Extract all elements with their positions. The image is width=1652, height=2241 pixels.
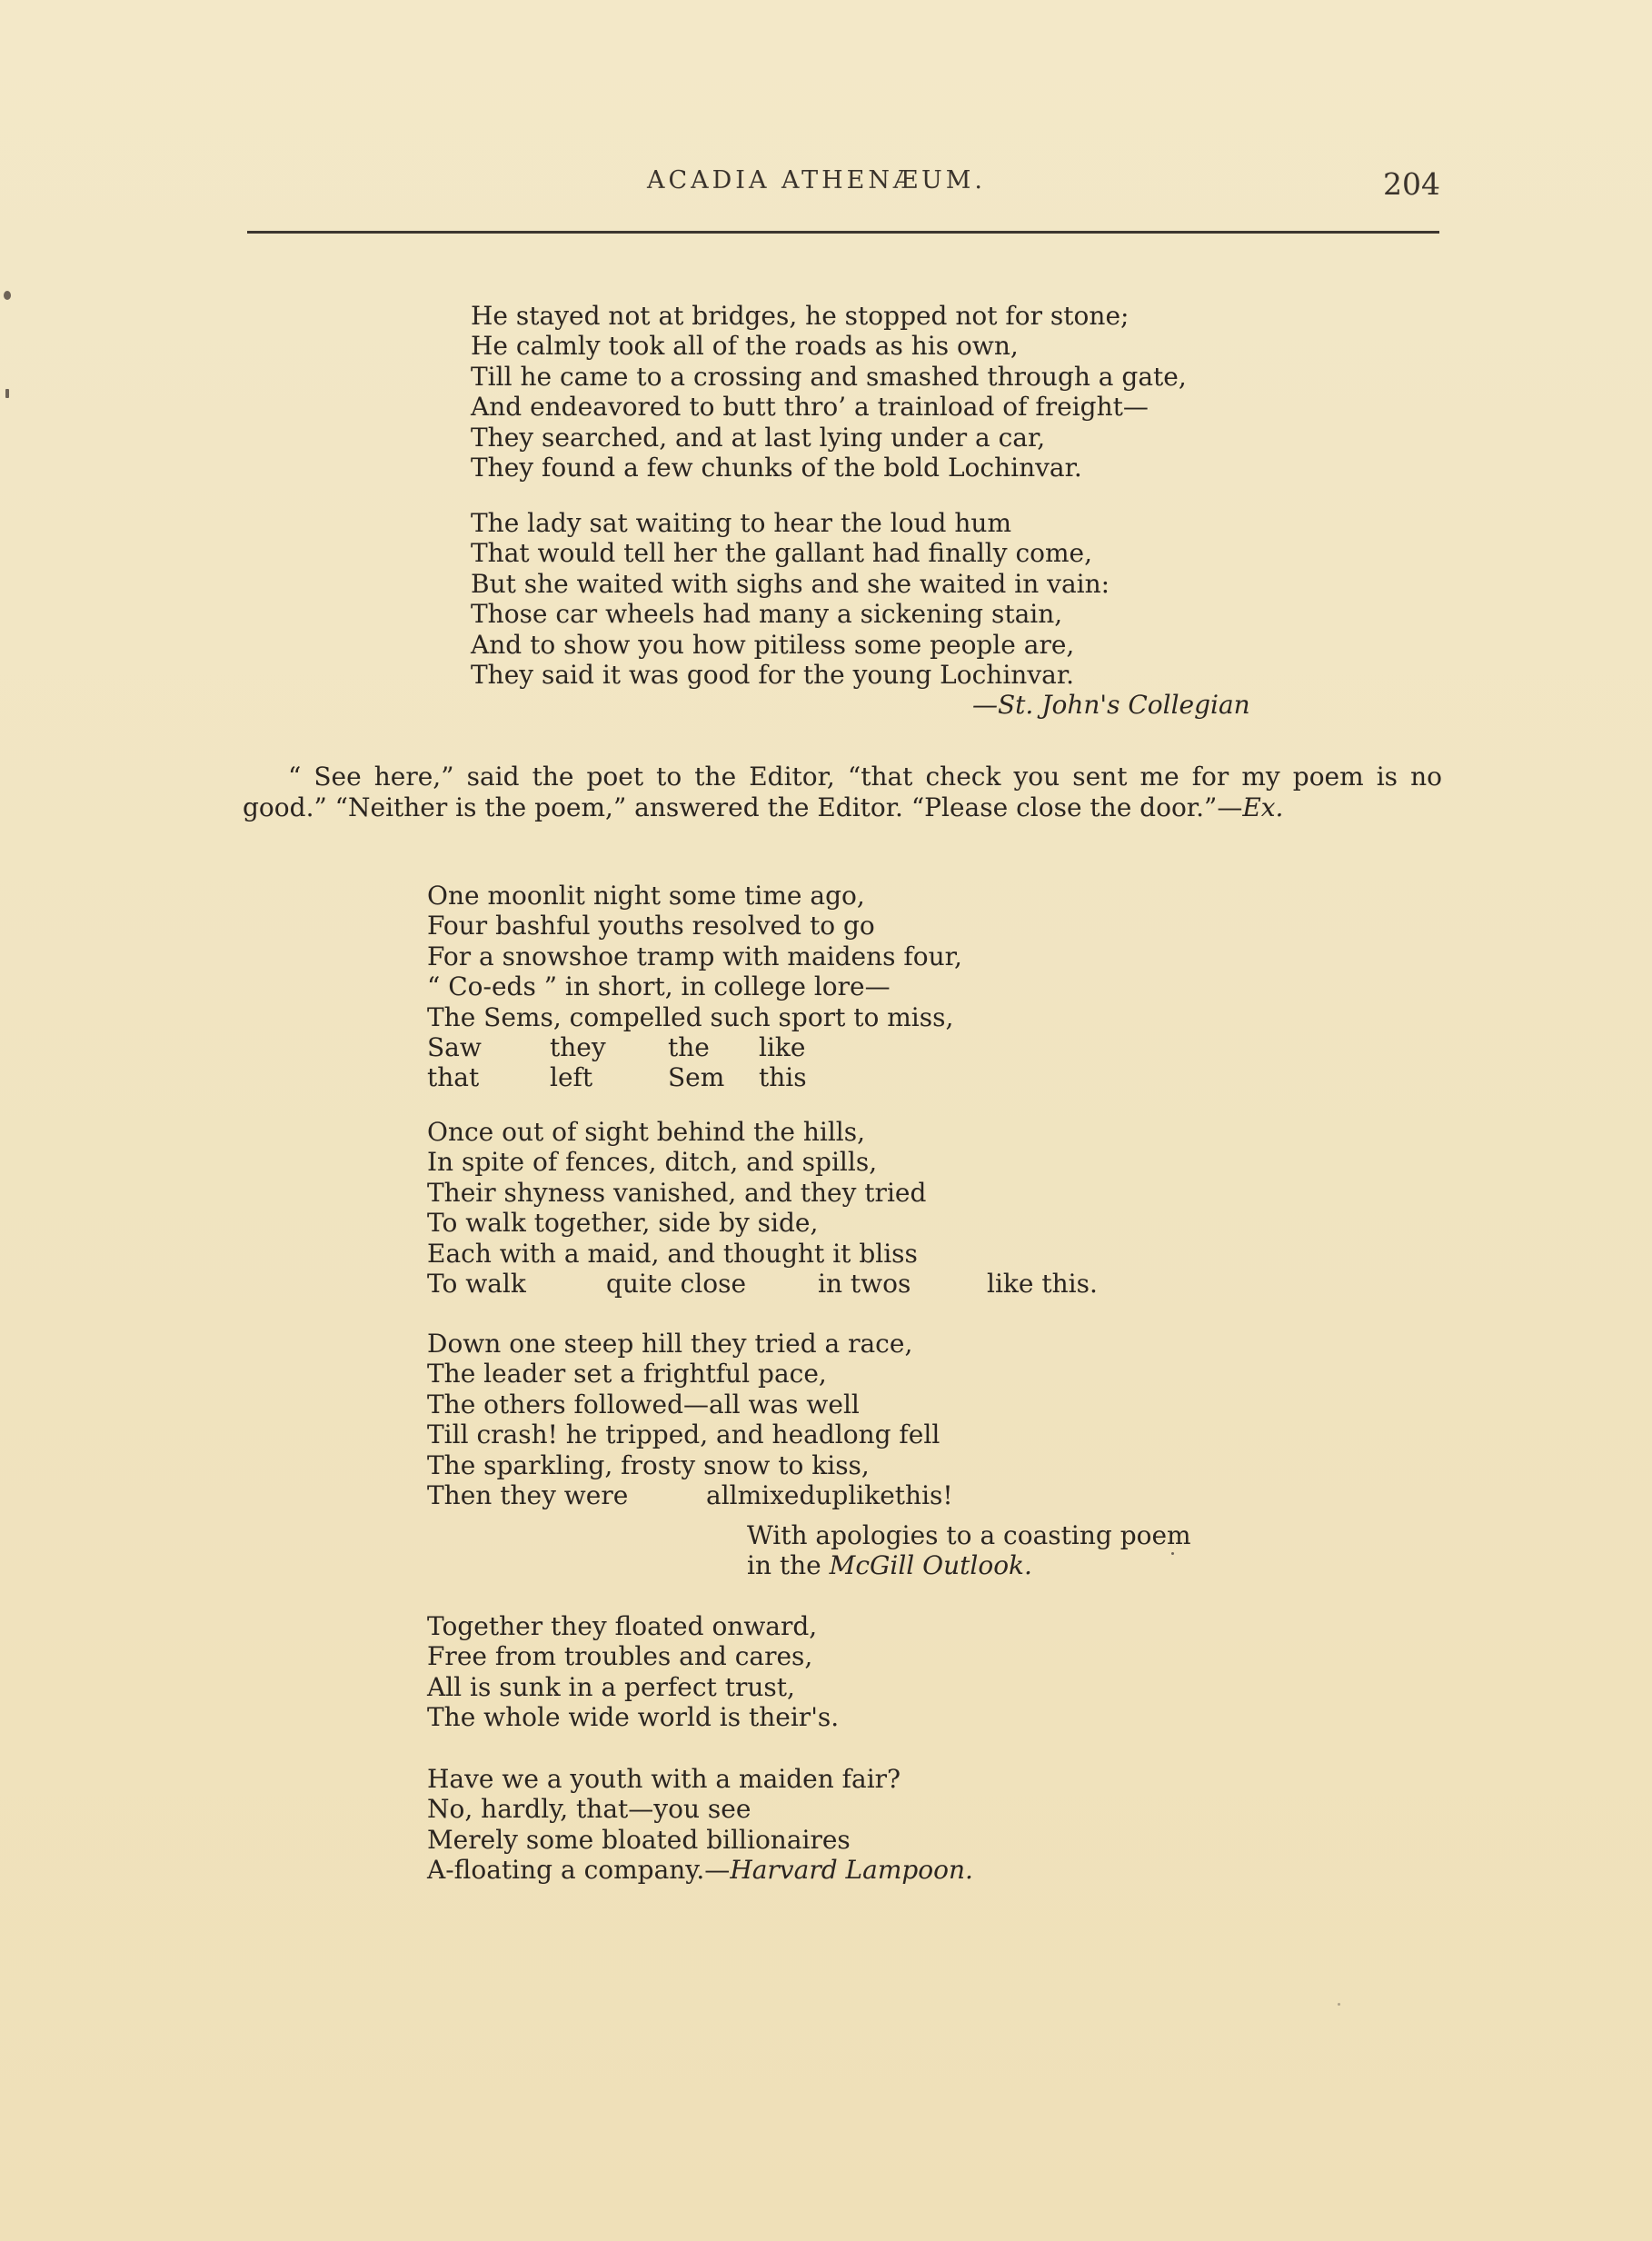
poem-word: this bbox=[759, 1062, 807, 1093]
poem-line: The leader set a frightful pace, bbox=[427, 1359, 827, 1389]
poem-line: Have we a youth with a maiden fair? bbox=[427, 1764, 901, 1794]
poem-line: Once out of sight behind the hills, bbox=[427, 1117, 866, 1147]
poem-stanza-5 bbox=[427, 1329, 953, 1510]
attribution-prefix: in the bbox=[747, 1550, 830, 1581]
poem-line: The sparkling, frosty snow to kiss, bbox=[427, 1449, 870, 1480]
poem-line: To walk together, side by side, bbox=[427, 1208, 819, 1239]
poem-word: Then they were bbox=[427, 1479, 629, 1510]
poem-line: That would tell her the gallant had finally come, bbox=[471, 538, 1093, 569]
poem-word: To walk bbox=[427, 1268, 526, 1299]
poem-line: Each with a maid, and thought it bliss bbox=[427, 1238, 918, 1269]
poem-line: But she waited with sighs and she waited in vain: bbox=[471, 568, 1110, 599]
poem-line: Their shyness vanished, and they tried bbox=[427, 1177, 927, 1208]
poem-word: that bbox=[427, 1062, 480, 1093]
poem-line: Together they floated onward, bbox=[427, 1611, 818, 1641]
poem-word: in twos bbox=[818, 1268, 911, 1299]
poem-line: The others followed—all was well bbox=[427, 1389, 860, 1419]
poem-line: They found a few chunks of the bold Lochinvar. bbox=[471, 452, 1082, 483]
poem-line-spaced bbox=[427, 1480, 953, 1510]
poem-line: Merely some bloated billionaires bbox=[427, 1824, 851, 1855]
poem-line: All is sunk in a perfect trust, bbox=[427, 1671, 795, 1702]
poem-line: For a snowshoe tramp with maidens four, bbox=[427, 941, 962, 971]
poem-word: like bbox=[759, 1031, 806, 1062]
poem-stanza-2 bbox=[471, 508, 1110, 690]
poem-line-spaced bbox=[427, 1269, 1098, 1299]
attribution-source: McGill Outlook. bbox=[829, 1550, 1032, 1581]
poem-word: left bbox=[550, 1062, 593, 1093]
poem-stanza-7 bbox=[427, 1764, 973, 1886]
poem-word: Sem bbox=[668, 1062, 725, 1093]
prose-text: “ See here,” said the poet to the Editor, “that check you sent me for my poem is no good.” “Neither is the poem,” answered the Editor. “Please close the door.”— bbox=[243, 762, 1442, 822]
ink-speck bbox=[4, 291, 11, 300]
poem-line: The Sems, compelled such sport to miss, bbox=[427, 1001, 954, 1032]
poem-line: In spite of fences, ditch, and spills, bbox=[427, 1147, 878, 1178]
header-rule bbox=[247, 231, 1439, 234]
poem-line: Till he came to a crossing and smashed through a gate, bbox=[471, 361, 1187, 392]
poem-line: He calmly took all of the roads as his own, bbox=[471, 331, 1019, 362]
poem-stanza-1 bbox=[471, 301, 1187, 483]
poem-line bbox=[427, 1855, 973, 1885]
poem-line: Till crash! he tripped, and headlong fell bbox=[427, 1419, 940, 1450]
poem-line: They said it was good for the young Lochinvar. bbox=[471, 659, 1075, 690]
poem-word: allmixeduplikethis! bbox=[706, 1479, 953, 1510]
poem-line-spaced bbox=[427, 1062, 962, 1092]
running-title: ACADIA ATHENÆUM. bbox=[647, 166, 986, 194]
poem-line: The whole wide world is their's. bbox=[427, 1702, 840, 1733]
poem-line: No, hardly, that—you see bbox=[427, 1794, 751, 1825]
attribution-line: With apologies to a coasting poem bbox=[747, 1520, 1191, 1550]
poem-word: quite close bbox=[606, 1268, 747, 1299]
page-header bbox=[0, 166, 1652, 203]
prose-source: Ex. bbox=[1242, 792, 1284, 822]
poem-stanza-4 bbox=[427, 1117, 1098, 1299]
attribution-line bbox=[747, 1550, 1191, 1580]
poem-line: Four bashful youths resolved to go bbox=[427, 911, 875, 941]
poem-word: Saw bbox=[427, 1031, 482, 1062]
ink-speck bbox=[5, 389, 9, 398]
prose-paragraph bbox=[243, 762, 1442, 822]
ink-speck bbox=[1338, 2003, 1340, 2006]
poem-line: And to show you how pitiless some people are, bbox=[471, 629, 1075, 660]
poem-line: “ Co-eds ” in short, in college lore— bbox=[427, 971, 891, 1002]
poem-source: Harvard Lampoon. bbox=[730, 1855, 973, 1886]
poem-word: they bbox=[550, 1031, 606, 1062]
attribution-mcgill-outlook bbox=[747, 1520, 1191, 1581]
poem-stanza-6 bbox=[427, 1611, 839, 1733]
poem-line: Those car wheels had many a sickening stain, bbox=[471, 599, 1063, 630]
poem-line: And endeavored to butt thro’ a trainload of freight— bbox=[471, 392, 1149, 423]
poem-line: The lady sat waiting to hear the loud hum bbox=[471, 508, 1011, 538]
attribution-st-johns-collegian: —St. John's Collegian bbox=[972, 690, 1250, 720]
poem-line: Down one steep hill they tried a race, bbox=[427, 1329, 913, 1359]
poem-line-text: A-floating a company.— bbox=[427, 1855, 731, 1886]
poem-stanza-3 bbox=[427, 881, 962, 1093]
poem-line: He stayed not at bridges, he stopped not for stone; bbox=[471, 301, 1130, 331]
ink-speck bbox=[1171, 1552, 1174, 1555]
poem-word: like this. bbox=[987, 1268, 1098, 1299]
page-number: 204 bbox=[1383, 166, 1440, 202]
poem-word: the bbox=[668, 1031, 710, 1062]
poem-line: They searched, and at last lying under a car, bbox=[471, 422, 1046, 453]
poem-line: One moonlit night some time ago, bbox=[427, 881, 865, 911]
poem-line: Free from troubles and cares, bbox=[427, 1641, 813, 1672]
poem-line-spaced bbox=[427, 1032, 962, 1062]
